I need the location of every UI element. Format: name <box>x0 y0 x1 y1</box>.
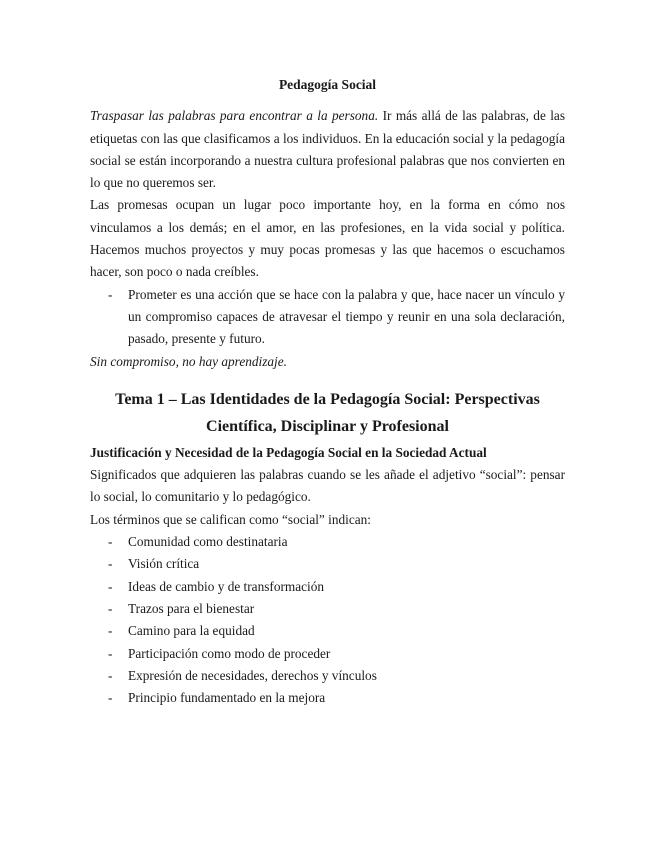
intro-rest: Ir más allá de las palabras, de las etiquetas con las que clasificamos a los individuos. En la educación social y la pedagogía social se están incorporando a nuestra cultura profesional palabras que nos convierten en lo que no queremos ser. <box>90 108 566 191</box>
intro-italic-lead: Traspasar las palabras para encontrar a la persona. <box>90 108 379 124</box>
term-text: Principio fundamentado en la mejora <box>128 690 326 706</box>
document-title: Pedagogía Social <box>278 77 377 92</box>
promise-list <box>90 284 565 351</box>
closing-italic: Sin compromiso, no hay aprendizaje. <box>90 353 287 369</box>
dash-bullet: - <box>108 690 113 706</box>
dash-bullet: - <box>108 556 113 572</box>
promises-paragraph: Las promesas ocupan un lugar poco importante hoy, en la forma en cómo nos vinculamos a los demás; en el amor, en las profesiones, en la vida social y política. Hacemos muchos proyectos y muy pocas promesas y las que hacemos o escuchamos hacer, son poco o nada creíbles. <box>90 197 565 280</box>
term-text: Ideas de cambio y de transformación <box>128 578 325 594</box>
dash-bullet: - <box>108 534 113 550</box>
term-text: Trazos para el bienestar <box>128 600 255 616</box>
terms-intro: Los términos que se califican como “social” indican: <box>90 511 371 527</box>
list-item <box>90 687 565 709</box>
term-text: Visión crítica <box>128 556 200 572</box>
dash-bullet: - <box>108 667 113 683</box>
tema-heading: Tema 1 – Las Identidades de la Pedagogía Social: Perspectivas Científica, Disciplinar y Profesional <box>115 390 540 435</box>
list-item <box>90 553 565 575</box>
list-item <box>90 620 565 642</box>
term-text: Comunidad como destinataria <box>128 534 288 550</box>
dash-bullet: - <box>108 623 113 639</box>
document-page <box>90 74 565 709</box>
promise-bullet-text: Prometer es una acción que se hace con la palabra y que, hace nacer un vínculo y un compromiso capaces de atravesar el tiempo y reunir en una sola declaración, pasado, presente y futuro. <box>128 286 565 347</box>
meaning-paragraph: Significados que adquieren las palabras cuando se les añade el adjetivo “social”: pensar lo social, lo comunitario y lo pedagógico. <box>90 467 565 505</box>
list-item <box>90 576 565 598</box>
dash-bullet: - <box>108 578 113 594</box>
terms-list <box>90 531 565 709</box>
subheading: Justificación y Necesidad de la Pedagogía Social en la Sociedad Actual <box>90 444 487 460</box>
list-item <box>90 284 565 351</box>
term-text: Expresión de necesidades, derechos y vínculos <box>128 667 377 683</box>
list-item <box>90 643 565 665</box>
list-item <box>90 598 565 620</box>
list-item <box>90 665 565 687</box>
term-text: Participación como modo de proceder <box>128 645 331 661</box>
list-item <box>90 531 565 553</box>
term-text: Camino para la equidad <box>128 623 255 639</box>
dash-bullet: - <box>108 645 113 661</box>
intro-paragraph <box>90 105 565 194</box>
dash-bullet: - <box>108 286 113 302</box>
dash-bullet: - <box>108 600 113 616</box>
